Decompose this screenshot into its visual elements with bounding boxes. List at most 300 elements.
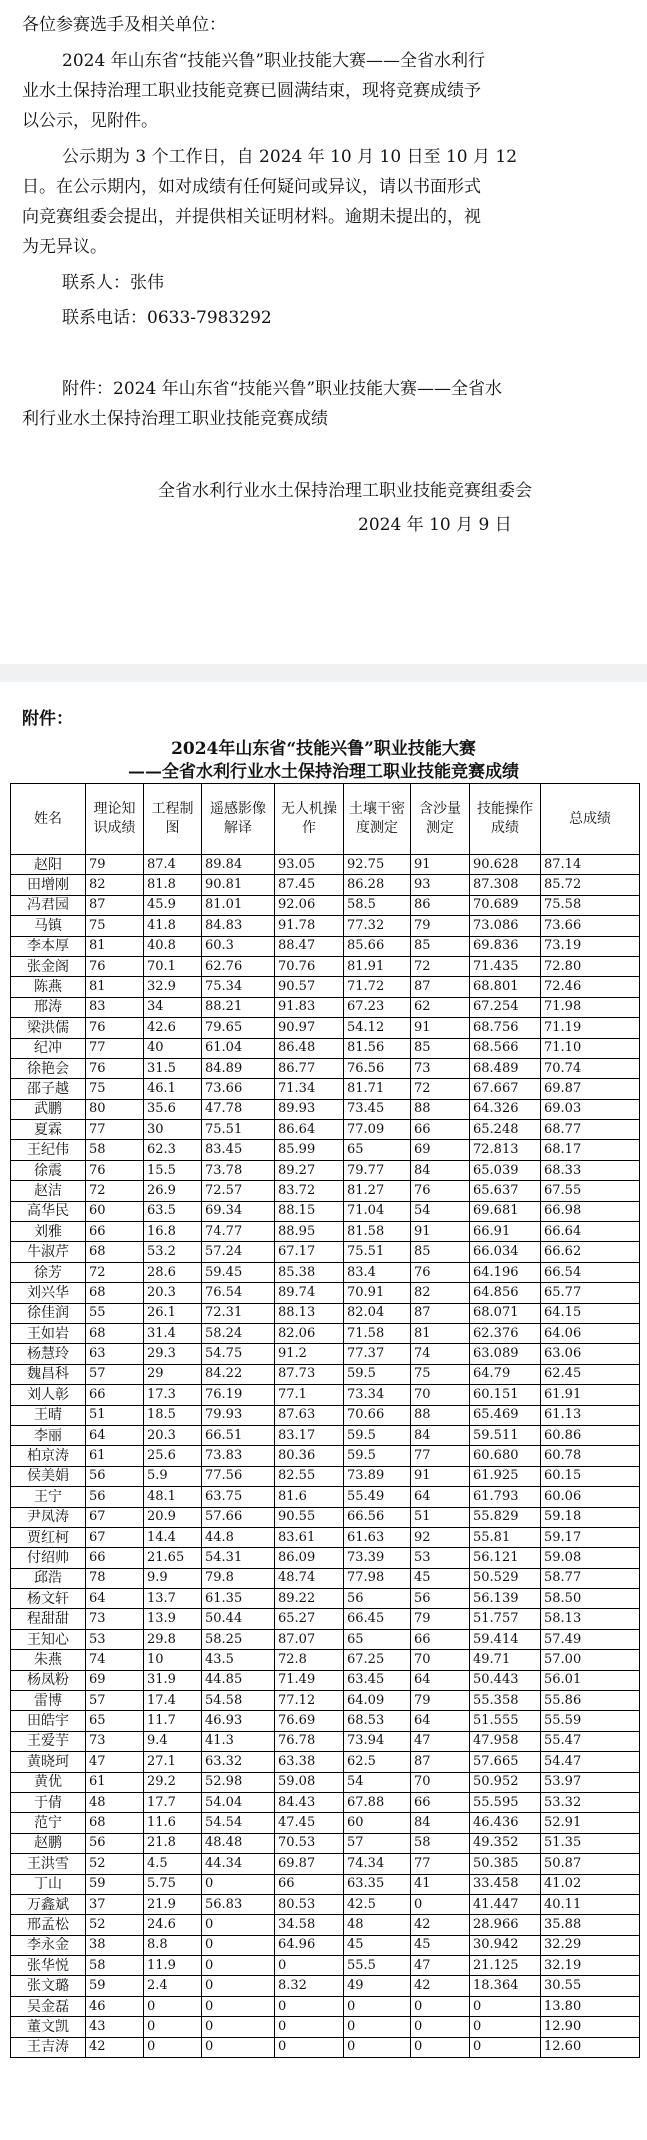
cell-drone: 92.06: [275, 895, 344, 915]
cell-name: 邢孟松: [11, 1915, 86, 1935]
cell-total: 41.02: [541, 1874, 640, 1894]
cell-name: 李永金: [11, 1935, 86, 1955]
cell-name: 柏京涛: [11, 1446, 86, 1466]
table-row: [11, 1038, 640, 1058]
table-row: [11, 1160, 640, 1180]
cell-drawing: 24.6: [144, 1915, 202, 1935]
cell-total: 55.86: [541, 1691, 640, 1711]
cell-total: 66.64: [541, 1222, 640, 1242]
cell-total: 67.55: [541, 1181, 640, 1201]
cell-drone: 90.57: [275, 977, 344, 997]
cell-skill: 68.489: [470, 1058, 541, 1078]
cell-drawing: 13.7: [144, 1589, 202, 1609]
table-row: [11, 1670, 640, 1690]
cell-remote-sensing: 69.34: [202, 1201, 275, 1221]
cell-skill: 33.458: [470, 1874, 541, 1894]
cell-drawing: 46.1: [144, 1079, 202, 1099]
cell-skill: 51.757: [470, 1609, 541, 1629]
table-row: [11, 1405, 640, 1425]
cell-theory: 76: [86, 1058, 144, 1078]
cell-theory: 68: [86, 1813, 144, 1833]
cell-soil-density: 71.58: [344, 1323, 411, 1343]
cell-name: 魏昌科: [11, 1364, 86, 1384]
cell-name: 田皓宇: [11, 1711, 86, 1731]
cell-theory: 67: [86, 1507, 144, 1527]
cell-remote-sensing: 44.85: [202, 1670, 275, 1690]
cell-skill: 66.91: [470, 1222, 541, 1242]
cell-drawing: 62.3: [144, 1140, 202, 1160]
cell-remote-sensing: 88.21: [202, 997, 275, 1017]
cell-soil-density: 63.35: [344, 1874, 411, 1894]
cell-drone: 86.48: [275, 1038, 344, 1058]
cell-theory: 69: [86, 1670, 144, 1690]
cell-drone: 88.95: [275, 1222, 344, 1242]
cell-drone: 34.58: [275, 1915, 344, 1935]
cell-drone: 77.12: [275, 1691, 344, 1711]
cell-theory: 46: [86, 1996, 144, 2016]
cell-soil-density: 73.45: [344, 1099, 411, 1119]
cell-soil-density: 59.5: [344, 1364, 411, 1384]
cell-theory: 51: [86, 1405, 144, 1425]
cell-soil-density: 77.98: [344, 1568, 411, 1588]
cell-name: 王宁: [11, 1487, 86, 1507]
cell-remote-sensing: 79.93: [202, 1405, 275, 1425]
cell-remote-sensing: 48.48: [202, 1833, 275, 1853]
cell-remote-sensing: 43.5: [202, 1650, 275, 1670]
cell-name: 徐震: [11, 1160, 86, 1180]
cell-name: 冯君园: [11, 895, 86, 915]
cell-total: 35.88: [541, 1915, 640, 1935]
cell-drawing: 28.6: [144, 1262, 202, 1282]
cell-remote-sensing: 0: [202, 2037, 275, 2057]
cell-skill: 65.469: [470, 1405, 541, 1425]
cell-soil-density: 54: [344, 1772, 411, 1792]
cell-sediment: 0: [411, 2017, 470, 2037]
cell-drawing: 21.8: [144, 1833, 202, 1853]
table-row: [11, 936, 640, 956]
header-drawing: [144, 784, 202, 855]
cell-sediment: 47: [411, 1956, 470, 1976]
cell-drawing: 42.6: [144, 1018, 202, 1038]
cell-drone: 86.77: [275, 1058, 344, 1078]
cell-sediment: 76: [411, 1262, 470, 1282]
cell-drawing: 81.8: [144, 875, 202, 895]
cell-remote-sensing: 73.83: [202, 1446, 275, 1466]
table-row: [11, 1956, 640, 1976]
cell-sediment: 88: [411, 1099, 470, 1119]
cell-soil-density: 81.58: [344, 1222, 411, 1242]
cell-name: 杨慧玲: [11, 1344, 86, 1364]
cell-remote-sensing: 0: [202, 1915, 275, 1935]
table-row: [11, 855, 640, 875]
cell-total: 59.18: [541, 1507, 640, 1527]
cell-name: 刘人彰: [11, 1385, 86, 1405]
cell-drone: 86.64: [275, 1120, 344, 1140]
cell-drawing: 26.9: [144, 1181, 202, 1201]
table-row: [11, 1772, 640, 1792]
cell-theory: 59: [86, 1976, 144, 1996]
cell-drone: 70.53: [275, 1833, 344, 1853]
cell-drone: 59.08: [275, 1772, 344, 1792]
cell-remote-sensing: 54.04: [202, 1792, 275, 1812]
cell-skill: 68.566: [470, 1038, 541, 1058]
cell-skill: 49.352: [470, 1833, 541, 1853]
cell-soil-density: 68.53: [344, 1711, 411, 1731]
cell-sediment: 51: [411, 1507, 470, 1527]
cell-sediment: 82: [411, 1283, 470, 1303]
cell-theory: 38: [86, 1935, 144, 1955]
cell-name: 付绍帅: [11, 1548, 86, 1568]
table-row: [11, 1222, 640, 1242]
cell-theory: 52: [86, 1854, 144, 1874]
cell-total: 72.80: [541, 956, 640, 976]
cell-soil-density: 0: [344, 2037, 411, 2057]
cell-name: 赵阳: [11, 855, 86, 875]
cell-theory: 48: [86, 1792, 144, 1812]
cell-drawing: 21.65: [144, 1548, 202, 1568]
score-table-body: [11, 855, 640, 2058]
cell-sediment: 47: [411, 1731, 470, 1751]
cell-name: 徐佳润: [11, 1303, 86, 1323]
cell-skill: 55.829: [470, 1507, 541, 1527]
cell-theory: 87: [86, 895, 144, 915]
cell-drone: 91.2: [275, 1344, 344, 1364]
cell-soil-density: 0: [344, 2017, 411, 2037]
cell-soil-density: 62.5: [344, 1752, 411, 1772]
table-row: [11, 1099, 640, 1119]
cell-remote-sensing: 66.51: [202, 1425, 275, 1445]
cell-total: 60.78: [541, 1446, 640, 1466]
cell-skill: 0: [470, 2037, 541, 2057]
cell-total: 68.17: [541, 1140, 640, 1160]
cell-name: 吴金磊: [11, 1996, 86, 2016]
signature-org: 全省水利行业水土保持治理工职业技能竞赛组委会: [158, 481, 532, 501]
cell-name: 侯美娟: [11, 1466, 86, 1486]
cell-drone: 82.06: [275, 1323, 344, 1343]
cell-name: 杨文轩: [11, 1589, 86, 1609]
cell-theory: 56: [86, 1487, 144, 1507]
cell-total: 69.87: [541, 1079, 640, 1099]
cell-total: 63.06: [541, 1344, 640, 1364]
table-row: [11, 1813, 640, 1833]
cell-sediment: 84: [411, 1813, 470, 1833]
cell-total: 61.91: [541, 1385, 640, 1405]
cell-total: 59.17: [541, 1527, 640, 1547]
cell-name: 董文凯: [11, 2017, 86, 2037]
cell-remote-sensing: 73.66: [202, 1079, 275, 1099]
cell-drawing: 18.5: [144, 1405, 202, 1425]
cell-theory: 73: [86, 1609, 144, 1629]
cell-skill: 69.681: [470, 1201, 541, 1221]
cell-soil-density: 70.66: [344, 1405, 411, 1425]
cell-drawing: 45.9: [144, 895, 202, 915]
cell-sediment: 42: [411, 1976, 470, 1996]
header-soil-density-text: 土壤干密度测定: [349, 801, 405, 836]
cell-skill: 65.039: [470, 1160, 541, 1180]
header-row: [11, 784, 640, 855]
cell-sediment: 88: [411, 1405, 470, 1425]
cell-total: 30.55: [541, 1976, 640, 1996]
header-drone-text: 无人机操作: [281, 801, 337, 836]
cell-soil-density: 73.94: [344, 1731, 411, 1751]
cell-remote-sensing: 54.54: [202, 1813, 275, 1833]
cell-soil-density: 83.4: [344, 1262, 411, 1282]
table-row: [11, 1507, 640, 1527]
table-row: [11, 1894, 640, 1914]
cell-soil-density: 75.51: [344, 1242, 411, 1262]
cell-drawing: 20.3: [144, 1425, 202, 1445]
para2-line2: 日。在公示期内，如对成绩有任何疑问或异议，请以书面形式: [22, 177, 481, 197]
cell-theory: 78: [86, 1568, 144, 1588]
cell-drone: 76.78: [275, 1731, 344, 1751]
table-row: [11, 1283, 640, 1303]
cell-drawing: 14.4: [144, 1527, 202, 1547]
cell-sediment: 76: [411, 1181, 470, 1201]
cell-soil-density: 92.75: [344, 855, 411, 875]
cell-skill: 21.125: [470, 1956, 541, 1976]
cell-sediment: 85: [411, 936, 470, 956]
table-row: [11, 1201, 640, 1221]
cell-name: 陈燕: [11, 977, 86, 997]
cell-drawing: 53.2: [144, 1242, 202, 1262]
table-row: [11, 1752, 640, 1772]
cell-total: 60.86: [541, 1425, 640, 1445]
cell-soil-density: 58.5: [344, 895, 411, 915]
cell-drawing: 40: [144, 1038, 202, 1058]
cell-theory: 76: [86, 1018, 144, 1038]
cell-soil-density: 66.45: [344, 1609, 411, 1629]
cell-theory: 68: [86, 1283, 144, 1303]
table-row: [11, 1487, 640, 1507]
attachment-label: 附件：: [22, 709, 73, 729]
cell-skill: 60.680: [470, 1446, 541, 1466]
cell-theory: 75: [86, 1079, 144, 1099]
cell-drone: 88.15: [275, 1201, 344, 1221]
cell-theory: 63: [86, 1344, 144, 1364]
cell-theory: 43: [86, 2017, 144, 2037]
cell-drawing: 26.1: [144, 1303, 202, 1323]
cell-drone: 91.83: [275, 997, 344, 1017]
cell-sediment: 70: [411, 1772, 470, 1792]
cell-theory: 81: [86, 936, 144, 956]
signature-date: 2024 年 10 月 9 日: [358, 515, 512, 535]
cell-total: 69.03: [541, 1099, 640, 1119]
cell-drawing: 31.9: [144, 1670, 202, 1690]
cell-remote-sensing: 61.04: [202, 1038, 275, 1058]
cell-skill: 30.942: [470, 1935, 541, 1955]
cell-drawing: 20.3: [144, 1283, 202, 1303]
cell-skill: 65.637: [470, 1181, 541, 1201]
table-row: [11, 1181, 640, 1201]
cell-total: 62.45: [541, 1364, 640, 1384]
cell-total: 56.01: [541, 1670, 640, 1690]
header-drawing-text: 工程制图: [151, 801, 194, 836]
cell-soil-density: 67.25: [344, 1650, 411, 1670]
cell-soil-density: 82.04: [344, 1303, 411, 1323]
cell-theory: 83: [86, 997, 144, 1017]
cell-total: 58.77: [541, 1568, 640, 1588]
cell-sediment: 45: [411, 1935, 470, 1955]
cell-remote-sensing: 73.78: [202, 1160, 275, 1180]
header-total-text: 总成绩: [569, 810, 611, 827]
cell-drawing: 40.8: [144, 936, 202, 956]
cell-skill: 71.435: [470, 956, 541, 976]
cell-sediment: 81: [411, 1323, 470, 1343]
cell-theory: 68: [86, 1242, 144, 1262]
cell-remote-sensing: 77.56: [202, 1466, 275, 1486]
cell-drone: 83.61: [275, 1527, 344, 1547]
cell-skill: 68.071: [470, 1303, 541, 1323]
cell-name: 王吉涛: [11, 2037, 86, 2057]
cell-drawing: 11.6: [144, 1813, 202, 1833]
cell-theory: 72: [86, 1181, 144, 1201]
cell-sediment: 62: [411, 997, 470, 1017]
cell-name: 黄晓珂: [11, 1752, 86, 1772]
cell-name: 李丽: [11, 1425, 86, 1445]
table-row: [11, 875, 640, 895]
cell-theory: 80: [86, 1099, 144, 1119]
cell-drawing: 17.7: [144, 1792, 202, 1812]
cell-drawing: 4.5: [144, 1854, 202, 1874]
cell-drone: 64.96: [275, 1935, 344, 1955]
cell-sediment: 79: [411, 916, 470, 936]
table-row: [11, 977, 640, 997]
cell-theory: 56: [86, 1466, 144, 1486]
cell-remote-sensing: 0: [202, 1874, 275, 1894]
cell-theory: 79: [86, 855, 144, 875]
cell-total: 12.90: [541, 2017, 640, 2037]
cell-sediment: 86: [411, 895, 470, 915]
cell-remote-sensing: 83.45: [202, 1140, 275, 1160]
table-row: [11, 1079, 640, 1099]
cell-drone: 47.45: [275, 1813, 344, 1833]
cell-total: 52.91: [541, 1813, 640, 1833]
cell-total: 73.66: [541, 916, 640, 936]
cell-remote-sensing: 56.83: [202, 1894, 275, 1914]
cell-soil-density: 66.56: [344, 1507, 411, 1527]
cell-drone: 72.8: [275, 1650, 344, 1670]
cell-drone: 89.74: [275, 1283, 344, 1303]
header-theory-text: 理论知识成绩: [93, 801, 136, 836]
cell-soil-density: 70.91: [344, 1283, 411, 1303]
cell-remote-sensing: 60.3: [202, 936, 275, 956]
table-row: [11, 1385, 640, 1405]
cell-skill: 72.813: [470, 1140, 541, 1160]
cell-sediment: 42: [411, 1915, 470, 1935]
table-row: [11, 1629, 640, 1649]
cell-name: 王洪雪: [11, 1854, 86, 1874]
cell-skill: 18.364: [470, 1976, 541, 1996]
header-soil-density: [344, 784, 411, 855]
cell-sediment: 70: [411, 1385, 470, 1405]
cell-theory: 55: [86, 1303, 144, 1323]
table-row: [11, 1609, 640, 1629]
cell-soil-density: 65: [344, 1629, 411, 1649]
table-title: 2024年山东省“技能兴鲁”职业技能大赛: [171, 739, 476, 759]
cell-total: 68.77: [541, 1120, 640, 1140]
cell-drone: 88.13: [275, 1303, 344, 1323]
cell-name: 王如岩: [11, 1323, 86, 1343]
header-skill-text: 技能操作成绩: [477, 801, 533, 836]
cell-skill: 55.358: [470, 1691, 541, 1711]
cell-remote-sensing: 84.83: [202, 916, 275, 936]
cell-name: 马镇: [11, 916, 86, 936]
table-row: [11, 1792, 640, 1812]
cell-theory: 47: [86, 1752, 144, 1772]
cell-name: 梁洪儒: [11, 1018, 86, 1038]
cell-soil-density: 45: [344, 1935, 411, 1955]
cell-name: 王纪伟: [11, 1140, 86, 1160]
cell-drawing: 11.9: [144, 1956, 202, 1976]
cell-drone: 87.07: [275, 1629, 344, 1649]
cell-drone: 93.05: [275, 855, 344, 875]
cell-total: 71.10: [541, 1038, 640, 1058]
cell-name: 徐艳会: [11, 1058, 86, 1078]
cell-sediment: 84: [411, 1160, 470, 1180]
cell-drawing: 31.4: [144, 1323, 202, 1343]
cell-skill: 73.086: [470, 916, 541, 936]
cell-sediment: 79: [411, 1609, 470, 1629]
cell-total: 58.50: [541, 1589, 640, 1609]
cell-total: 32.19: [541, 1956, 640, 1976]
cell-sediment: 45: [411, 1568, 470, 1588]
cell-total: 64.15: [541, 1303, 640, 1323]
cell-name: 高华民: [11, 1201, 86, 1221]
table-row: [11, 1018, 640, 1038]
cell-theory: 82: [86, 875, 144, 895]
cell-total: 54.47: [541, 1752, 640, 1772]
cell-theory: 65: [86, 1711, 144, 1731]
table-row: [11, 1548, 640, 1568]
cell-drone: 87.63: [275, 1405, 344, 1425]
cell-sediment: 69: [411, 1140, 470, 1160]
cell-soil-density: 42.5: [344, 1894, 411, 1914]
cell-drone: 80.53: [275, 1894, 344, 1914]
cell-drone: 82.55: [275, 1466, 344, 1486]
cell-remote-sensing: 79.65: [202, 1018, 275, 1038]
cell-sediment: 66: [411, 1792, 470, 1812]
table-row: [11, 1058, 640, 1078]
cell-remote-sensing: 75.34: [202, 977, 275, 997]
cell-drawing: 0: [144, 1996, 202, 2016]
cell-soil-density: 67.88: [344, 1792, 411, 1812]
cell-soil-density: 86.28: [344, 875, 411, 895]
cell-soil-density: 76.56: [344, 1058, 411, 1078]
cell-soil-density: 77.09: [344, 1120, 411, 1140]
cell-skill: 70.689: [470, 895, 541, 915]
cell-skill: 61.793: [470, 1487, 541, 1507]
cell-total: 60.15: [541, 1466, 640, 1486]
cell-skill: 28.966: [470, 1915, 541, 1935]
cell-total: 53.32: [541, 1792, 640, 1812]
cell-remote-sensing: 63.75: [202, 1487, 275, 1507]
cell-skill: 59.414: [470, 1629, 541, 1649]
cell-soil-density: 85.66: [344, 936, 411, 956]
cell-drawing: 35.6: [144, 1099, 202, 1119]
cell-drawing: 8.8: [144, 1935, 202, 1955]
cell-drone: 80.36: [275, 1446, 344, 1466]
header-sediment-text: 含沙量测定: [419, 801, 461, 836]
cell-total: 64.06: [541, 1323, 640, 1343]
cell-total: 65.77: [541, 1283, 640, 1303]
cell-remote-sensing: 74.77: [202, 1222, 275, 1242]
cell-soil-density: 59.5: [344, 1425, 411, 1445]
cell-theory: 59: [86, 1874, 144, 1894]
cell-remote-sensing: 72.57: [202, 1181, 275, 1201]
cell-name: 邵子越: [11, 1079, 86, 1099]
para1-line1: 2024 年山东省“技能兴鲁”职业技能大赛——全省水利行: [62, 51, 486, 71]
cell-theory: 58: [86, 1140, 144, 1160]
